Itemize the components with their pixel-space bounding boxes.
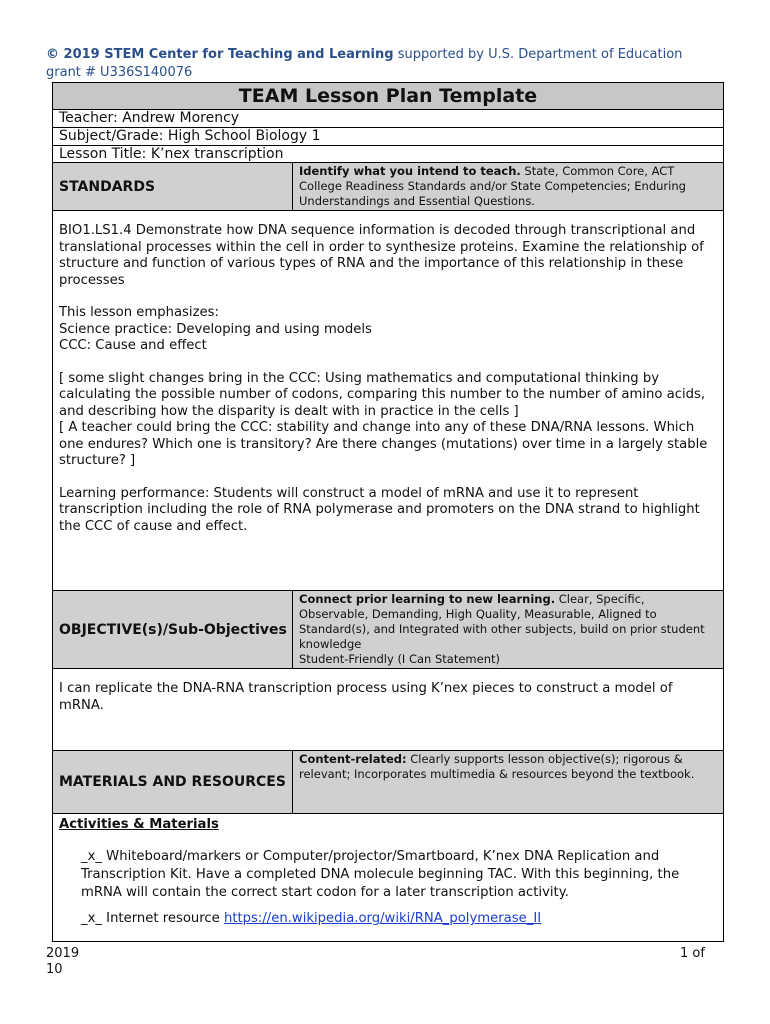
objectives-header <box>53 591 723 669</box>
standards-guidance-bold: Identify what you intend to teach. <box>299 164 521 178</box>
ccc-notes-paragraph: [ some slight changes bring in the CCC: Using mathematics and computational thinking by calculating the possible number of codons, comparing this number to the number of amino acids, and describing how the disparity is dealt with in practice in the cells ] [ A teacher could bring the CCC: stability and change into any of these DNA/RNA lessons. Which one endures? Which one is transitory? Are there changes (mutations) over time in a largely stable structure? ] <box>59 370 708 468</box>
page-title: TEAM Lesson Plan Template <box>53 83 723 110</box>
standards-paragraph: BIO1.LS1.4 Demonstrate how DNA sequence information is decoded through transcriptional and translational processes within the cell in order to synthesize proteins. Examine the relationship of structure and function of various types of RNA and the importance of this relationship in these processes <box>59 223 704 288</box>
copyright-notice <box>46 46 686 82</box>
objectives-guidance-text: Clear, Specific, Observable, Demanding, High Quality, Measurable, Aligned to Standard(s), and Integrated with other subjects, build on prior student knowledge Student-Friendly (I Can Statement) <box>299 592 705 666</box>
standards-guidance <box>293 163 723 210</box>
rna-polymerase-link[interactable]: https://en.wikipedia.org/wiki/RNA_polymerase_II <box>223 911 542 926</box>
materials-guidance <box>293 751 723 813</box>
lesson-title-field: Lesson Title: K’nex transcription <box>53 146 723 163</box>
activities-materials <box>53 814 723 928</box>
standards-guidance-text: State, Common Core, ACT College Readiness Standards and/or State Competencies; Enduring Understandings and Essential Questions. <box>299 164 686 208</box>
objectives-guidance <box>293 591 723 668</box>
objectives-guidance-bold: Connect prior learning to new learning. <box>299 592 556 606</box>
objectives-label: OBJECTIVE(s)/Sub-Objectives <box>53 591 293 668</box>
subject-grade-field: Subject/Grade: High School Biology 1 <box>53 128 723 146</box>
copyright-rest: supported by U.S. Department of Education grant # U336S140076 <box>46 47 683 80</box>
materials-guidance-bold: Content-related: <box>299 752 407 766</box>
learning-performance-paragraph: Learning performance: Students will construct a model of mRNA and use it to represent transcription including the role of RNA polymerase and promoters on the DNA strand to highlight the CCC of cause and effect. <box>59 485 700 534</box>
standards-label: STANDARDS <box>53 163 293 210</box>
footer-page-number: 1 of <box>680 946 705 961</box>
emphasis-paragraph: This lesson emphasizes: Science practice: Developing and using models CCC: Cause and effect <box>59 305 372 353</box>
materials-guidance-text: Clearly supports lesson objective(s); rigorous & relevant; Incorporates multimedia & resources beyond the textbook. <box>299 752 695 781</box>
objectives-content: I can replicate the DNA-RNA transcription process using K’nex pieces to construct a model of mRNA. <box>53 669 723 751</box>
lesson-plan-table <box>52 82 724 942</box>
teacher-field: Teacher: Andrew Morency <box>53 110 723 128</box>
materials-label: MATERIALS AND RESOURCES <box>53 751 293 813</box>
copyright-bold: © 2019 STEM Center for Teaching and Learning <box>46 47 394 62</box>
activities-heading: Activities & Materials <box>59 817 219 832</box>
footer-date: 2019 10 <box>46 946 80 977</box>
standards-header <box>53 163 723 211</box>
internet-resource-prefix: _x_ Internet resource <box>81 911 224 926</box>
internet-resource-item <box>81 910 715 928</box>
standards-content <box>53 211 723 591</box>
materials-list-item: _x_ Whiteboard/markers or Computer/projector/Smartboard, K’nex DNA Replication and Transcription Kit. Have a completed DNA molecule beginning TAC. With this beginning, the mRNA will contain the correct start codon for a later transcription activity. <box>81 849 680 900</box>
materials-header <box>53 751 723 814</box>
